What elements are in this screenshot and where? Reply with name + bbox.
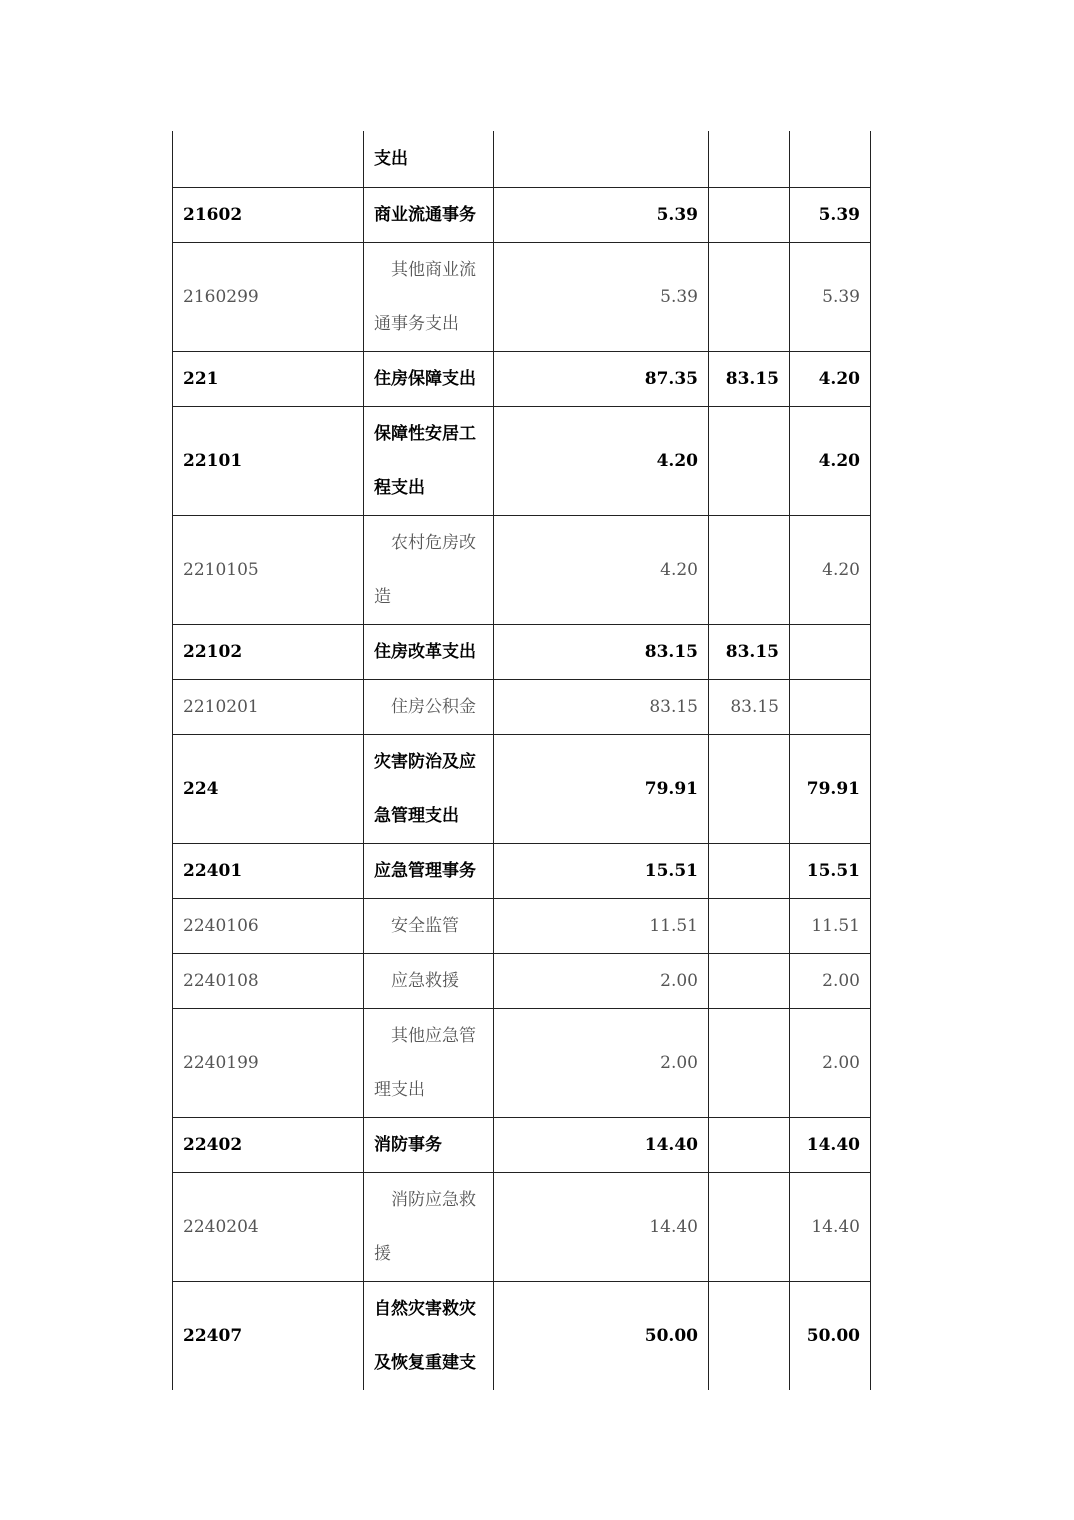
table-row (173, 187, 871, 242)
row-basic (709, 515, 790, 624)
row-total: 14.40 (494, 1172, 709, 1281)
table-row (173, 406, 871, 515)
row-basic (709, 406, 790, 515)
budget-table-body (173, 131, 871, 1390)
row-total: 14.40 (494, 1117, 709, 1172)
row-basic: 83.15 (709, 679, 790, 734)
row-project: 2.00 (790, 953, 871, 1008)
row-name: 保障性安居工程支出 (364, 406, 494, 515)
row-project: 5.39 (790, 187, 871, 242)
row-project: 4.20 (790, 406, 871, 515)
row-code: 21602 (173, 187, 364, 242)
row-project: 50.00 (790, 1281, 871, 1390)
row-code: 2210105 (173, 515, 364, 624)
row-code: 2240199 (173, 1008, 364, 1117)
row-code: 224 (173, 734, 364, 843)
table-row (173, 734, 871, 843)
row-name: 住房公积金 (364, 679, 494, 734)
row-name: 消防应急救援 (364, 1172, 494, 1281)
row-name: 其他应急管理支出 (364, 1008, 494, 1117)
table-row (173, 515, 871, 624)
row-basic (709, 843, 790, 898)
table-row (173, 131, 871, 187)
row-basic (709, 187, 790, 242)
row-name: 安全监管 (364, 898, 494, 953)
row-code: 22401 (173, 843, 364, 898)
row-project: 79.91 (790, 734, 871, 843)
row-total: 4.20 (494, 406, 709, 515)
row-total: 83.15 (494, 679, 709, 734)
row-name: 支出 (364, 131, 494, 187)
row-project: 2.00 (790, 1008, 871, 1117)
row-code (173, 131, 364, 187)
row-code: 22101 (173, 406, 364, 515)
row-code: 22407 (173, 1281, 364, 1390)
row-total: 83.15 (494, 624, 709, 679)
row-name: 商业流通事务 (364, 187, 494, 242)
row-name: 应急管理事务 (364, 843, 494, 898)
row-name: 住房改革支出 (364, 624, 494, 679)
row-basic (709, 1172, 790, 1281)
row-total: 79.91 (494, 734, 709, 843)
row-project: 5.39 (790, 242, 871, 351)
row-code: 2240204 (173, 1172, 364, 1281)
row-project: 4.20 (790, 351, 871, 406)
row-name: 应急救援 (364, 953, 494, 1008)
row-project: 11.51 (790, 898, 871, 953)
table-row (173, 1281, 871, 1390)
table-row (173, 898, 871, 953)
row-total: 15.51 (494, 843, 709, 898)
row-code: 2240106 (173, 898, 364, 953)
row-total: 87.35 (494, 351, 709, 406)
row-code: 22402 (173, 1117, 364, 1172)
row-code: 2240108 (173, 953, 364, 1008)
row-code: 2160299 (173, 242, 364, 351)
row-basic (709, 734, 790, 843)
row-total: 4.20 (494, 515, 709, 624)
table-row (173, 624, 871, 679)
row-basic (709, 953, 790, 1008)
row-name: 灾害防治及应急管理支出 (364, 734, 494, 843)
row-basic: 83.15 (709, 351, 790, 406)
row-basic (709, 131, 790, 187)
table-row (173, 1117, 871, 1172)
row-basic (709, 1281, 790, 1390)
row-total: 5.39 (494, 187, 709, 242)
row-project: 15.51 (790, 843, 871, 898)
budget-table (172, 131, 871, 1390)
table-row (173, 1008, 871, 1117)
row-name: 住房保障支出 (364, 351, 494, 406)
row-basic (709, 1117, 790, 1172)
row-total: 5.39 (494, 242, 709, 351)
row-project: 14.40 (790, 1117, 871, 1172)
row-code: 221 (173, 351, 364, 406)
row-name: 其他商业流通事务支出 (364, 242, 494, 351)
table-row (173, 242, 871, 351)
row-total: 11.51 (494, 898, 709, 953)
row-total: 50.00 (494, 1281, 709, 1390)
row-name: 自然灾害救灾及恢复重建支 (364, 1281, 494, 1390)
row-project (790, 624, 871, 679)
table-row (173, 953, 871, 1008)
table-row (173, 1172, 871, 1281)
table-row (173, 843, 871, 898)
row-project (790, 131, 871, 187)
table-row (173, 351, 871, 406)
row-basic (709, 242, 790, 351)
row-name: 农村危房改造 (364, 515, 494, 624)
row-project (790, 679, 871, 734)
row-basic: 83.15 (709, 624, 790, 679)
row-total: 2.00 (494, 1008, 709, 1117)
row-total: 2.00 (494, 953, 709, 1008)
row-name: 消防事务 (364, 1117, 494, 1172)
row-basic (709, 898, 790, 953)
row-total (494, 131, 709, 187)
table-row (173, 679, 871, 734)
row-project: 14.40 (790, 1172, 871, 1281)
row-code: 22102 (173, 624, 364, 679)
row-project: 4.20 (790, 515, 871, 624)
row-basic (709, 1008, 790, 1117)
row-code: 2210201 (173, 679, 364, 734)
